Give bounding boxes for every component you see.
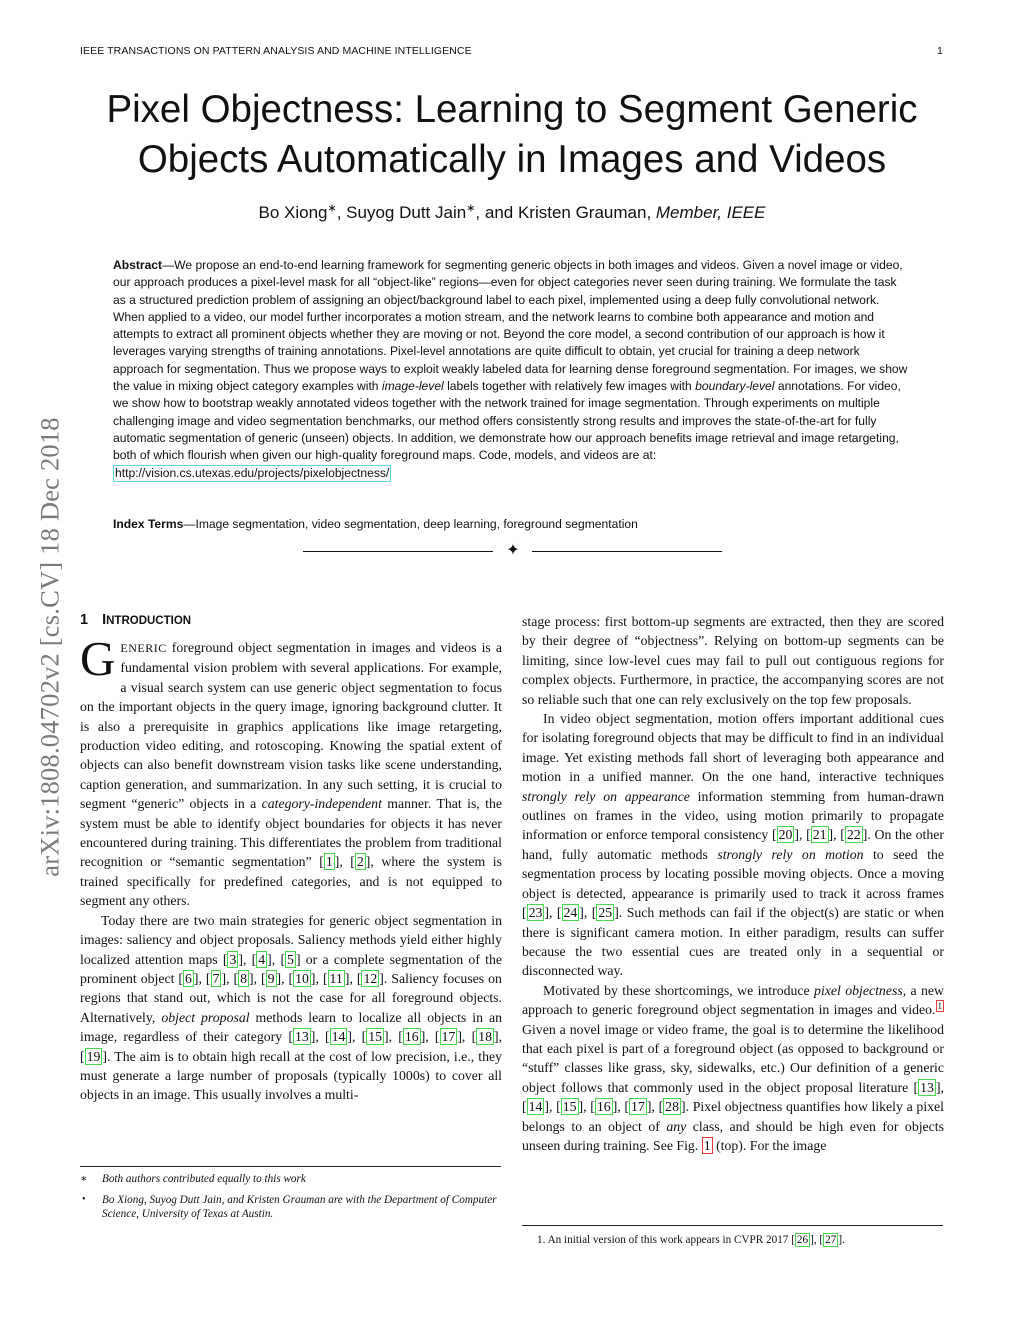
drop-cap: G — [80, 631, 116, 686]
abstract-emphasis: image-level — [381, 379, 444, 394]
paragraph: stage process: first bottom-up segments are extracted, then they are scored by their degree of “objectness”. Relying on bottom-up segments can be limiting, since low-level cues may fail to pull out contiguous regions for complex objects. Furthermore, in practice, the accompanying scores are not so reliable such that one can rely exclusively on the top few proposals. — [522, 614, 944, 707]
footnote-rule-left — [80, 1166, 501, 1167]
bullet-icon: • — [82, 1193, 86, 1205]
citation-link[interactable]: 23 — [528, 905, 543, 921]
body-text: . On the other hand, fully automatic methods — [522, 827, 944, 862]
citation-link[interactable]: 15 — [562, 1099, 577, 1115]
title-line-2: Objects Automatically in Images and Videos — [137, 138, 887, 181]
body-text: , where the system is trained specifically for predefined categories, and is not equipped to segment any others. — [80, 854, 502, 909]
index-terms-label: Index Terms — [113, 517, 184, 531]
emphasis: category-independent — [261, 796, 382, 812]
body-column-left — [80, 631, 503, 1105]
footnote-link[interactable]: 1 — [937, 1000, 942, 1011]
section-title-rest: NTRODUCTION — [106, 615, 192, 627]
footnote-rule-right — [522, 1225, 943, 1226]
emphasis: strongly rely on motion — [717, 846, 864, 862]
footnote-text: Both authors contributed equally to this work — [102, 1173, 306, 1185]
citation-link[interactable]: 19 — [86, 1048, 101, 1064]
body-text: or a complete segmentation of the prominent object — [80, 951, 503, 986]
author-separator: , — [475, 203, 485, 222]
abstract-text: —We propose an end-to-end learning framework for segmenting generic objects in both images and videos. Given a novel image or video, our approach produces a pixel-level mask for all “object-like” regions—even for object categories never seen during training. We formulate the task as a structured prediction problem of assigning an object/background label to each pixel, implemented using a deep fully convolutional network. When applied to a video, our model further incorporates a motion stream, and the network learns to combine both appearance and motion and attempts to extract all prominent objects whether they are moving or not. Beyond the core model, a second contribution of our approach is how it leverages varying strengths of training annotations. Pixel-level annotations are quite difficult to obtain, yet crucial for training a deep network approach for segmentation. Thus we propose ways to exploit weakly labeled data for learning dense foreground segmentation. For images, we show the value in mixing object category examples with — [113, 258, 908, 394]
citation-link[interactable]: 16 — [404, 1029, 419, 1045]
abstract — [113, 257, 910, 482]
citation-link[interactable]: 16 — [596, 1099, 611, 1115]
paragraph: Today there are two main strategies for generic object segmentation in images: saliency and object proposals. Saliency methods yield either highly localized attention maps [ 3 ], [ 4 ], [ 5 ] or a complete segmentation of the prominent object [ 6 ], [ 7 ], [ 8 ], [ 9 ], [ 10 ], [ 11 ], [ 12 ]. Saliency focuses on regions that stand out, which is not the case for all foreground objects. Alternatively, object proposal methods learn to localize all objects in an image, regardless of their category [ 13 ], [ 14 ], [ 15 ], [ 16 ], [ 17 ], [ 18 ], [ 19 ]. The aim is to obtain high recall at the cost of low precision, i.e., they must generate a large number of proposals (typically 1000s) to cover all objects in an image. This usually involves a multi- — [80, 912, 503, 1103]
citation-link[interactable]: 8 — [240, 970, 247, 986]
paragraph: In video object segmentation, motion offers important additional cues for isolating foreground objects that may be difficult to find in an individual image. Yet existing methods fall short of leveraging both appearance and motion in a unified manner. On the one hand, interactive techniques strongly rely on appearance information stemming from human-drawn outlines on frames in the video, using motion primarily to propagate information or enforce temporal consistency [ 20 ], [ 21 ], [ 22 ]. On the other hand, fully automatic methods strongly rely on motion to seed the segmentation process by locating possible moving objects. Once a moving object is detected, appearance is primarily used to track it across frames [ 23 ], [ 24 ], [ 25 ]. Such methods can fail if the object(s) are static or when there is significant camera motion. In either paradigm, results can suffer because the two essential cues are treated only in a sequential or disconnected way. — [522, 711, 945, 979]
citation-link[interactable]: 5 — [287, 951, 294, 967]
citation-link[interactable]: 14 — [528, 1099, 543, 1115]
body-text: foreground object segmentation in images and videos is a fundamental vision problem with several applications. For example, a visual search system can use generic object segmentation to focus on the important objects in the query image, ignoring background clutter. It is also a prerequisite in graphics applications like image retargeting, production video editing, and rotoscoping. Knowing the spatial extent of objects can also benefit downstream vision tasks like scene understanding, caption generation, and summarization. In any such setting, it is crucial to segment “generic” objects in a — [80, 640, 502, 812]
section-heading — [80, 612, 191, 628]
body-text: Today there are two main strategies for generic object segmentation in images: saliency and object proposals. Saliency methods yield either highly localized attention maps — [80, 912, 502, 967]
body-text: methods learn to localize all objects in an image, regardless of their category — [80, 1009, 502, 1045]
citation-link[interactable]: 26 — [796, 1234, 809, 1246]
body-text: class, and should be high even for objects unseen during training. See Fig. — [522, 1118, 944, 1153]
body-text: In video object segmentation, motion offers important additional cues for isolating foreground objects that may be difficult to find in an individual image. Yet existing methods fall short of leveraging both appearance and motion in a unified manner. On the one hand, interactive techniques — [522, 711, 944, 785]
footnote-text: 1. An initial version of this work appears in CVPR 2017 — [537, 1234, 792, 1246]
arxiv-sidebar — [30, 350, 70, 944]
paragraph: Motivated by these shortcomings, we introduce pixel objectness, a new approach to generic foreground object segmentation in images and video. $^1$ Given a novel image or video frame, the goal is to determine the likelihood that each pixel is part of a foreground object (as opposed to background or “stuff” classes like grass, sky, sidewalks, etc.) Our definition of a generic object follows that commonly used in the object proposal literature [ 13 ], [ 14 ], [ 15 ], [ 16 ], [ 17 ], [ 28 ]. Pixel objectness quantifies how likely a pixel belongs to an object of any class, and should be high even for objects unseen during training. See Fig. 1 (top). For the image — [522, 982, 945, 1153]
citation-link[interactable]: 13 — [294, 1029, 309, 1045]
citation-link[interactable]: 12 — [363, 970, 378, 986]
body-text: . Saliency focuses on regions that stand out, which is not the case for all foreground objects. Alternatively, — [80, 970, 502, 1025]
author-2: Suyog Dutt Jain — [346, 203, 467, 222]
emphasis: strongly rely on appearance — [522, 788, 690, 804]
citation-link[interactable]: 7 — [212, 970, 220, 986]
citation-link[interactable]: 14 — [331, 1029, 346, 1045]
footnote-star-mark: ∗ — [80, 1173, 88, 1185]
citation-link[interactable]: 9 — [267, 970, 275, 986]
equal-contrib-mark: ∗ — [466, 202, 476, 215]
title-line-1: Pixel Objectness: Learning to Segment Generic — [106, 88, 918, 131]
citation-link[interactable]: 21 — [812, 827, 827, 843]
citation-link[interactable]: 25 — [598, 905, 613, 921]
body-text: to seed the segmentation process by locating possible moving objects. Once a moving object is detected, appearance is primarily used to track it across frames — [522, 846, 945, 901]
author-1: Bo Xiong — [258, 203, 328, 222]
equal-contrib-mark: ∗ — [327, 202, 337, 215]
project-url-link[interactable]: http://vision.cs.utexas.edu/projects/pixelobjectness/ — [115, 465, 390, 480]
footnote-right: 1. An initial version of this work appears in CVPR 2017 [ 26 ], [ 27 ]. — [537, 1234, 845, 1246]
small-caps-text: ENERIC — [120, 641, 167, 655]
citation-link[interactable]: 3 — [229, 951, 237, 967]
citation-link[interactable]: 17 — [441, 1029, 456, 1045]
section-title-initial: I — [102, 612, 107, 628]
body-text: . Pixel objectness quantifies how likely a pixel belongs to an object of — [522, 1099, 945, 1134]
body-text: , a new approach to generic foreground object segmentation in images and video. — [522, 982, 944, 1018]
body-column-right — [522, 612, 944, 1155]
citation-link[interactable]: 28 — [665, 1099, 679, 1115]
body-text: . Such methods can fail if the object(s) are static or when there is significant camera motion. In either paradigm, results can suffer because the two essential cues are treated only in a sequential or disconnected way. — [522, 905, 944, 979]
index-terms-text: —Image segmentation, video segmentation, deep learning, foreground segmentation — [183, 517, 638, 531]
body-text: manner. That is, the system must be able to identify object boundaries for objects it has never encountered during training. This differentiates the problem from traditional recognition or “semantic segmentation” — [80, 796, 502, 870]
emphasis: any — [666, 1118, 687, 1134]
arxiv-identifier: arXiv:1808.04702v2 [cs.CV] 18 Dec 2018 — [34, 417, 65, 877]
emphasis: pixel objectness — [814, 982, 903, 998]
body-text: Motivated by these shortcomings, we introduce — [543, 982, 815, 998]
citation-link[interactable]: 27 — [825, 1234, 837, 1246]
author-role: Member, IEEE — [655, 203, 766, 222]
footnote-affiliation — [80, 1193, 502, 1222]
citation-link[interactable]: 6 — [185, 970, 192, 986]
body-text: (top). For the image — [712, 1137, 827, 1153]
citation-link[interactable]: 13 — [920, 1079, 934, 1095]
body-text: Given a novel image or video frame, the goal is to determine the likelihood that each pixel is part of a foreground object (as opposed to background or “stuff” classes like grass, sky, sidewalks, etc.) Our definition of a generic object follows that commonly used in the object proposal literature — [522, 1021, 944, 1095]
body-text: information stemming from human-drawn outlines on frames in the video, using motion primarily to propagate information or enforce temporal consistency — [522, 788, 944, 843]
page-number: 1 — [937, 45, 943, 57]
citation-link[interactable]: 4 — [258, 951, 266, 967]
citation-link[interactable]: 10 — [295, 970, 309, 986]
author-separator: , — [336, 203, 347, 222]
citation-link[interactable]: 1 — [325, 854, 333, 870]
section-number: 1 — [80, 612, 89, 628]
citation-link[interactable]: 24 — [563, 905, 578, 921]
citation-link[interactable]: 22 — [846, 827, 861, 843]
emphasis: object proposal — [161, 1009, 250, 1025]
paper-title — [60, 85, 964, 185]
footnote-text: Bo Xiong, Suyog Dutt Jain, and Kristen Grauman are with the Department of Computer Science, University of Texas at Austin. — [102, 1193, 497, 1220]
citation-link[interactable]: 2 — [356, 854, 364, 870]
citation-link[interactable]: 20 — [778, 827, 793, 843]
abstract-label: Abstract — [113, 258, 163, 272]
index-terms — [113, 517, 910, 531]
citation-link[interactable]: 15 — [368, 1029, 383, 1045]
author-list — [60, 203, 964, 223]
abstract-emphasis: boundary-level — [695, 379, 775, 394]
abstract-text: annotations. For video, we show how to bootstrap weakly annotated videos together with the network trained for image segmentation. Through experiments on multiple challenging image and video segmentation benchmarks, our method offers consistently strong results and improves the state-of-the-art for fully automatic segmentation of generic (unseen) objects. In addition, we demonstrate how our approach benefits image retrieval and image retargeting, both of which flourish when given our high-quality foreground maps. Code, models, and videos are at: — [113, 379, 901, 463]
author-3: and Kristen Grauman, — [484, 203, 656, 222]
body-text: . The aim is to obtain high recall at the cost of low precision, i.e., they must generate a large number of proposals (typically 1000s) to cover all objects in an image. This usually involves a multi- — [80, 1048, 502, 1103]
footnotes-left — [80, 1172, 502, 1228]
figure-link[interactable]: 1 — [703, 1137, 711, 1153]
citation-link[interactable]: 18 — [478, 1029, 492, 1045]
divider-line-right — [532, 551, 722, 552]
footnote-equal-contrib — [80, 1172, 502, 1187]
citation-link[interactable]: 17 — [631, 1099, 645, 1115]
running-header: IEEE TRANSACTIONS ON PATTERN ANALYSIS AND MACHINE INTELLIGENCE — [80, 45, 472, 57]
abstract-text: labels together with relatively few images with — [443, 379, 696, 394]
divider-star-icon: ✦ — [506, 542, 520, 559]
paragraph: GENERIC foreground object segmentation in images and videos is a fundamental vision problem with several applications. For example, a visual search system can use generic object segmentation to focus on the important objects in the query image, ignoring background clutter. It is also a prerequisite in graphics applications like image retargeting, production video editing, and rotoscoping. Knowing the spatial extent of objects can also benefit downstream vision tasks like scene understanding, caption generation, and summarization. In any such setting, it is crucial to segment “generic” objects in a category-independent manner. That is, the system must be able to identify object boundaries for objects it has never encountered during training. This differentiates the problem from traditional recognition or “semantic segmentation” [ 1 ], [ 2 ], where the system is trained specifically for predefined categories, and is not equipped to segment any others. — [80, 631, 502, 909]
divider-line-left — [303, 551, 493, 552]
citation-link[interactable]: 11 — [329, 970, 343, 986]
